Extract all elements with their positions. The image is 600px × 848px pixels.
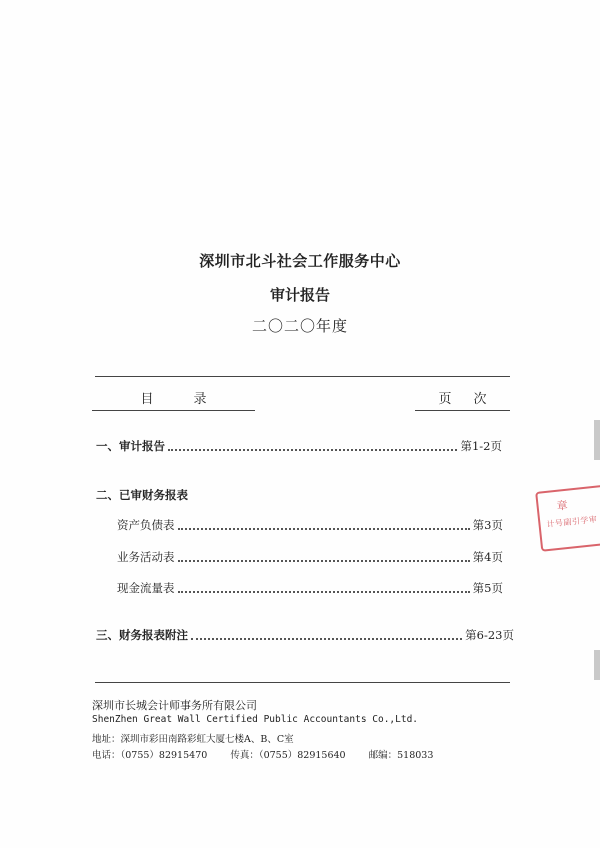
toc-page: 第4页 xyxy=(472,550,503,564)
toc-row-statements[interactable] xyxy=(96,487,188,503)
firm-fax: 传真：（0755）82915640 xyxy=(230,750,346,761)
firm-postcode: 邮编：518033 xyxy=(368,750,434,761)
toc-page: 第1-2页 xyxy=(460,439,502,453)
toc-label: 现金流量表 xyxy=(117,581,175,595)
toc-row-notes[interactable] xyxy=(96,627,514,643)
toc-page: 第3页 xyxy=(472,518,503,532)
toc-label: 三、财务报表附注 xyxy=(96,628,188,642)
toc-label: 二、已审财务报表 xyxy=(96,488,188,502)
scan-edge-mark xyxy=(594,650,600,680)
firm-contact xyxy=(92,747,453,761)
toc-label: 业务活动表 xyxy=(117,550,175,564)
scan-edge-mark xyxy=(594,420,600,460)
toc-page: 第6-23页 xyxy=(465,628,514,642)
dot-leader xyxy=(178,528,470,530)
seal-glyph: 章 xyxy=(556,498,569,513)
toc-label: 资产负债表 xyxy=(117,518,175,532)
toc-page: 第5页 xyxy=(472,581,503,595)
toc-row-cash-flow[interactable] xyxy=(117,580,503,596)
top-rule xyxy=(95,376,510,377)
firm-name-cn: 深圳市长城会计师事务所有限公司 xyxy=(92,699,257,712)
org-name: 深圳市北斗社会工作服务中心 xyxy=(199,252,401,270)
report-year: 二〇二〇年度 xyxy=(251,317,348,335)
dot-leader xyxy=(178,591,470,593)
seal-text: 计号副引学审 xyxy=(546,514,598,530)
toc-row-balance-sheet[interactable] xyxy=(117,517,503,533)
dot-leader xyxy=(168,449,457,451)
report-title: 审计报告 xyxy=(269,286,330,304)
toc-header-page: 页次 xyxy=(415,392,510,411)
bottom-rule xyxy=(95,682,510,683)
dot-leader xyxy=(191,638,462,640)
toc-header-contents: 目录 xyxy=(92,392,255,411)
toc-row-activity-statement[interactable] xyxy=(117,549,503,565)
firm-phone: 电话：（0755）82915470 xyxy=(92,750,208,761)
firm-name-en: ShenZhen Great Wall Certified Public Accountants Co.,Ltd. xyxy=(92,714,419,725)
dot-leader xyxy=(178,560,470,562)
toc-row-audit-report[interactable] xyxy=(96,438,502,454)
toc-label: 一、审计报告 xyxy=(96,439,165,453)
red-seal-stamp xyxy=(535,482,600,551)
firm-address: 地址：深圳市彩田南路彩虹大厦七楼A、B、C室 xyxy=(92,734,294,745)
